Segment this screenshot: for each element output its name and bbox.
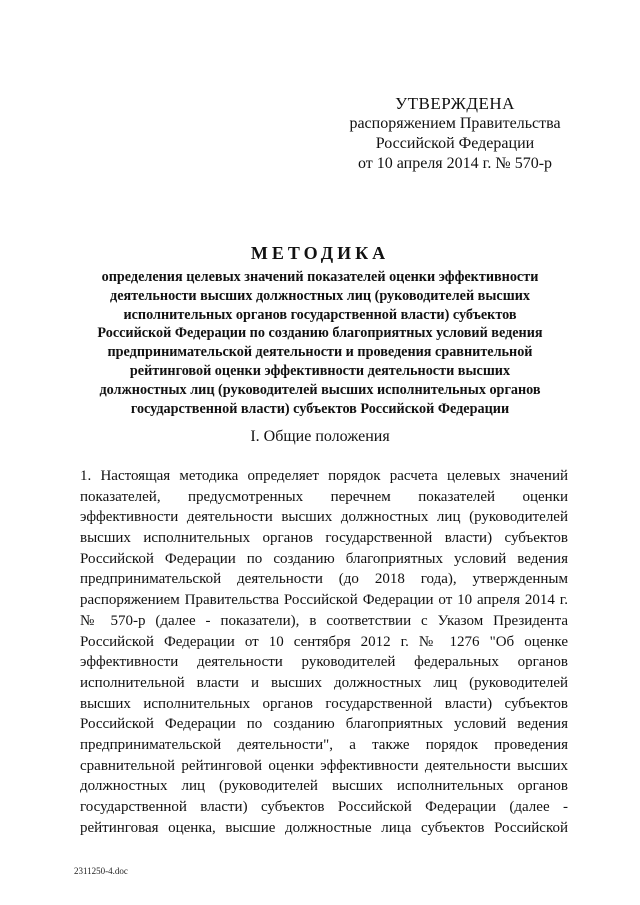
paragraph-line: предпринимательской деятельности (до 2018 года), утвержденным [80,571,568,588]
paragraph-line: предпринимательской деятельности", а также порядок проведения [80,736,568,753]
paragraph-line: исполнительной власти и высших должностных лиц (руководителей [80,674,568,691]
section-heading: I. Общие положения [250,428,390,445]
document-title: МЕТОДИКА [250,243,390,263]
paragraph-line: высших исполнительных органов государственной власти) субъектов [80,530,568,547]
subtitle-line: рейтинговой оценки эффективности деятельности высших [129,362,511,379]
subtitle-line: Российской Федерации по созданию благоприятных условий ведения [97,325,543,342]
subtitle-line: исполнительных органов государственной власти) субъектов [123,306,517,323]
paragraph-line: Российской Федерации от 10 сентября 2012 г. № 1276 "Об оценке [80,633,568,650]
paragraph-line: сравнительной рейтинговой оценки эффективности деятельности высших [80,757,568,774]
approval-title: УТВЕРЖДЕНА [395,94,515,113]
paragraph-line: № 570-р (далее - показатели), в соответствии с Указом Президента [80,612,568,629]
paragraph-line: должностных лиц (руководителей высших исполнительных органов [80,778,568,795]
paragraph-line: эффективности деятельности высших должностных лиц (руководителей [80,509,568,526]
paragraph-line: эффективности деятельности руководителей федеральных органов [80,654,568,671]
paragraph-line: распоряжением Правительства Российской Федерации от 10 апреля 2014 г. [80,592,568,609]
paragraph-line: показателей, предусмотренных перечнем показателей оценки [80,488,568,505]
document-subtitle [78,268,562,418]
paragraph-line: Российской Федерации по созданию благоприятных условий ведения [80,716,568,733]
subtitle-line: государственной власти) субъектов Российской Федерации [130,400,510,417]
subtitle-line: определения целевых значений показателей оценки эффективности [101,269,539,285]
subtitle-line: деятельности высших должностных лиц (руководителей высших [110,287,530,304]
paragraph-line: рейтинговая оценка, высшие должностные лица субъектов Российской [80,819,568,836]
document-file-code: 2311250-4.doc [74,866,128,876]
paragraph-line: Российской Федерации по созданию благоприятных условий ведения [80,550,568,567]
subtitle-line: предпринимательской деятельности и проведения сравнительной [107,344,533,361]
paragraph-1 [80,466,568,838]
subtitle-line: должностных лиц (руководителей высших исполнительных органов [99,381,541,398]
approval-line: Российской Федерации [375,135,535,152]
paragraph-line: государственной власти) субъектов Российской Федерации (далее - [80,799,568,815]
approval-line: от 10 апреля 2014 г. № 570-р [357,155,553,172]
approval-line: распоряжением Правительства [349,115,561,132]
approval-stamp [340,94,570,174]
paragraph-line: 1. Настоящая методика определяет порядок расчета целевых значений [80,468,568,484]
paragraph-line: высших исполнительных органов государственной власти) субъектов [80,695,568,712]
